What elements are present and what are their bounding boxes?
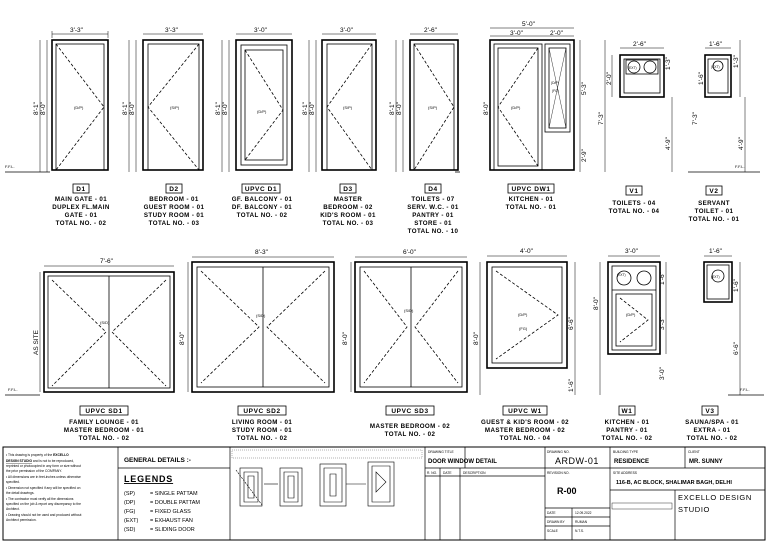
drawing-title-label: DRAWING TITLE [428, 450, 454, 454]
svg-text:TOTAL NO. - 02: TOTAL NO. - 02 [601, 435, 653, 442]
d4-caption [407, 196, 459, 235]
sd2-height: 8'-0" [342, 332, 349, 345]
svg-text:TOTAL NO. - 01: TOTAL NO. - 01 [505, 204, 557, 211]
note-4c: Architect. [6, 507, 20, 511]
d4-outer-height: 8'-1" [389, 102, 396, 115]
d1-swing: (D/P) [74, 105, 84, 110]
v2-width: 1'-6" [709, 41, 722, 48]
sd3-caption [370, 423, 450, 438]
svg-text:TOTAL NO. - 01: TOTAL NO. - 01 [688, 216, 740, 223]
site-address-label: SITE ADDRESS [613, 471, 638, 475]
d4-width: 2'-6" [424, 27, 437, 34]
svg-text:TOTAL NO. - 02: TOTAL NO. - 02 [384, 431, 436, 438]
v1-top-dim: 1'-3" [665, 57, 672, 70]
svg-text:TOTAL NO. - 10: TOTAL NO. - 10 [407, 228, 459, 235]
drawn-label: DRAWN BY [547, 520, 565, 524]
note-1b: DESIGN STUDIO and is not to be reproduced, [6, 459, 74, 463]
window-w1 [600, 256, 666, 395]
svg-text:TOILET - 01: TOILET - 01 [694, 208, 734, 215]
v3-top-dim: 1'-6" [733, 279, 740, 292]
sd2-tag: UPVC SD2 [243, 408, 281, 415]
upvc-w1-swing-b: (FG) [519, 326, 528, 331]
svg-text:PANTRY - 01: PANTRY - 01 [606, 427, 648, 434]
d3-tag: D3 [343, 186, 353, 193]
svg-text:TOILETS - 07: TOILETS - 07 [411, 196, 455, 203]
section-details-sketch [232, 450, 422, 506]
v1-height: 2'-0" [606, 72, 613, 85]
door-upvc-d1 [222, 34, 292, 172]
note-3b: the detail drawings. [6, 491, 35, 495]
note-3a: • Dimension not specified if any will be specified on [6, 486, 81, 490]
svg-text:TOTAL NO. - 02: TOTAL NO. - 02 [78, 435, 130, 442]
d2-swing: (S/P) [170, 105, 180, 110]
v3-sill: 6'-6" [733, 342, 740, 355]
v3-width: 1'-6" [709, 248, 722, 255]
d4-height: 8'-0" [396, 102, 403, 115]
firm-name: EXCELLO DESIGN [678, 493, 752, 502]
d2-tag: D2 [169, 186, 179, 193]
ffl-label-1: F.F.L. [5, 164, 15, 169]
sd2-caption [232, 419, 293, 442]
d3-caption [320, 196, 376, 227]
title-block [3, 447, 765, 540]
upvc-dw1-width-a: 3'-0" [510, 30, 523, 37]
sd2-swing: (S/D) [256, 313, 266, 318]
upvc-w1-tag: UPVC W1 [508, 408, 542, 415]
svg-text:= DOUBLE PATTAM: = DOUBLE PATTAM [150, 500, 200, 506]
svg-text:(DP): (DP) [124, 500, 136, 506]
svg-text:FAMILY LOUNGE - 01: FAMILY LOUNGE - 01 [69, 419, 139, 426]
w1-mid-dim: 3'-3" [659, 317, 666, 330]
upvc-w1-swing: (D/P) [518, 312, 528, 317]
w1-sill: 3'-0" [659, 367, 666, 380]
upvc-dw1-caption [506, 196, 557, 211]
firm-name-2: STUDIO [678, 505, 710, 514]
v1-width: 2'-6" [633, 41, 646, 48]
upvc-d1-tag: UPVC D1 [244, 186, 278, 193]
svg-text:MAIN GATE - 01: MAIN GATE - 01 [54, 196, 108, 203]
d2-outer-height: 8'-1" [122, 102, 129, 115]
ventilator-v1 [605, 40, 672, 172]
svg-text:= EXHAUST FAN: = EXHAUST FAN [150, 518, 193, 524]
svg-text:STUDY ROOM - 01: STUDY ROOM - 01 [143, 212, 205, 219]
svg-text:TOILETS - 04: TOILETS - 04 [612, 200, 656, 207]
v2-head: 7'-3" [692, 112, 699, 125]
svg-text:STORE - 01: STORE - 01 [414, 220, 452, 227]
svg-text:STUDY ROOM - 01: STUDY ROOM - 01 [231, 427, 293, 434]
note-2a: • All dimensions are in feet-inches unless otherwise [6, 475, 81, 479]
svg-text:GF. BALCONY - 01: GF. BALCONY - 01 [231, 196, 293, 203]
rev-col-desc: DESCRIPTION [463, 471, 486, 475]
sd3-width: 6'-0" [403, 249, 416, 256]
svg-text:MASTER BEDROOM - 01: MASTER BEDROOM - 01 [63, 427, 145, 434]
svg-text:(FG): (FG) [124, 509, 136, 515]
upvc-d1-width: 3'-0" [254, 27, 267, 34]
ventilator-v3 [704, 256, 740, 395]
door-d2 [129, 34, 203, 172]
svg-text:DUPLEX FL.MAIN: DUPLEX FL.MAIN [52, 204, 110, 211]
svg-text:GUEST & KID'S ROOM - 02: GUEST & KID'S ROOM - 02 [480, 419, 570, 426]
ffl-label-3: F.F.L. [8, 387, 18, 392]
sliding-door-upvc-sd3 [351, 257, 467, 392]
v2-tag: V2 [709, 188, 719, 195]
note-4b: specified on the job & report any discrepancy to the [6, 502, 81, 506]
sliding-door-upvc-sd2 [188, 257, 334, 392]
sd1-height: 8'-0" [179, 332, 186, 345]
sd1-width: 7'-6" [100, 258, 113, 265]
v2-height: 1'-6" [698, 72, 705, 85]
client-label: CLIENT [688, 450, 700, 454]
row-1-labels [5, 21, 745, 235]
d3-width: 3'-0" [340, 27, 353, 34]
svg-text:BEDROOM - 01: BEDROOM - 01 [149, 196, 199, 203]
d2-caption [144, 196, 205, 227]
svg-text:LIVING ROOM - 01: LIVING ROOM - 01 [231, 419, 293, 426]
rev-col-date: DATE [443, 471, 452, 475]
d1-outer-height: 8'-1" [33, 102, 40, 115]
firm-logo-strip [612, 503, 672, 509]
note-5a: • Drawing should not be used and produced without [6, 513, 82, 517]
v2-top-dim: 1'-3" [733, 55, 740, 68]
ffl-label-2: F.F.L. [735, 164, 745, 169]
drawing-no: ARDW-01 [555, 456, 599, 466]
note-1c: reprinted or photocopied in any form or size without [6, 464, 81, 468]
svg-text:TOTAL NO. - 03: TOTAL NO. - 03 [322, 220, 374, 227]
row-2 [5, 256, 764, 415]
scale-value: N.T.S. [575, 529, 584, 533]
v2-swing: (EXT) [711, 65, 720, 69]
sd1-caption [64, 419, 144, 442]
drawn-value: RUMAN [575, 520, 588, 524]
v3-tag: V3 [705, 408, 715, 415]
w1-head: 8'-0" [593, 297, 600, 310]
w1-caption [602, 419, 653, 442]
svg-text:TOTAL NO. - 03: TOTAL NO. - 03 [148, 220, 200, 227]
v1-sill-dim: 4'-9" [665, 137, 672, 150]
d1-caption [52, 196, 110, 227]
d2-width: 3'-3" [165, 27, 178, 34]
svg-text:= SLIDING DOOR: = SLIDING DOOR [150, 527, 195, 533]
row-1 [5, 28, 760, 195]
note-2b: specified. [6, 480, 20, 484]
d3-outer-height: 8'-1" [302, 102, 309, 115]
v3-caption [685, 419, 739, 442]
general-details-heading: GENERAL DETAILS :- [124, 457, 191, 464]
upvc-d1-swing: (D/P) [257, 109, 267, 114]
svg-text:KITCHEN - 01: KITCHEN - 01 [508, 196, 554, 203]
v1-tag: V1 [629, 188, 639, 195]
svg-text:EXTRA - 01: EXTRA - 01 [693, 427, 731, 434]
svg-text:(SP): (SP) [124, 491, 135, 497]
upvc-dw1-width: 5'-0" [522, 21, 535, 28]
upvc-w1-height: 6'-6" [568, 317, 575, 330]
sd3-height: 8'-0" [473, 332, 480, 345]
sd1-tag: UPVC SD1 [85, 408, 123, 415]
door-window-upvc-dw1 [490, 28, 580, 172]
revision-label: REVISION NO. [547, 471, 570, 475]
sd2-width: 8'-3" [255, 249, 268, 256]
w1-tag: W1 [621, 408, 633, 415]
d4-tag: D4 [428, 186, 438, 193]
ventilator-v2 [688, 40, 760, 172]
rev-col-rno: R. NO. [427, 471, 438, 475]
d2-height: 8'-0" [129, 102, 136, 115]
upvc-dw1-tag: UPVC DW1 [511, 186, 551, 193]
drawing-no-label: DRAWING NO. [547, 450, 570, 454]
note-5b: Architect permission. [6, 518, 37, 522]
revision-no: R-00 [557, 486, 577, 496]
svg-text:KID'S ROOM - 01: KID'S ROOM - 01 [320, 212, 376, 219]
w1-top-dim: 1'-6" [659, 272, 666, 285]
drawing-title: DOOR WINDOW DETAIL [428, 459, 497, 465]
upvc-dw1-swing: (D/P) [511, 105, 521, 110]
client-name: MR. SUNNY [689, 459, 723, 465]
ffl-label-4: F.F.L. [740, 387, 750, 392]
svg-text:DF. BALCONY - 01: DF. BALCONY - 01 [231, 204, 293, 211]
svg-text:PANTRY - 01: PANTRY - 01 [412, 212, 454, 219]
building-type: RESIDENCE [614, 459, 650, 465]
d1-tag: D1 [76, 186, 86, 193]
v2-caption [689, 200, 740, 223]
d1-width: 3'-3" [70, 27, 83, 34]
note-4a: • The contractor must verify all the dimensions [6, 497, 74, 501]
v1-head: 7'-3" [598, 112, 605, 125]
svg-text:GUEST ROOM - 01: GUEST ROOM - 01 [143, 204, 205, 211]
w1-swing: (EXT) [617, 273, 626, 277]
svg-text:GATE - 01: GATE - 01 [64, 212, 98, 219]
w1-width: 3'-0" [625, 248, 638, 255]
w1-swing-b: (D/P) [626, 312, 636, 317]
date-label: DATE [547, 511, 556, 515]
upvc-d1-outer-height: 8'-1" [215, 102, 222, 115]
sd3-tag: UPVC SD3 [391, 408, 429, 415]
v3-swing: (EXT) [711, 275, 720, 279]
door-d4 [396, 34, 458, 172]
d3-height: 8'-0" [309, 102, 316, 115]
upvc-w1-width: 4'-0" [520, 248, 533, 255]
scale-label: SCALE [547, 529, 558, 533]
d1-height: 8'-0" [40, 102, 47, 115]
v2-sill-dim: 4'-9" [738, 137, 745, 150]
row-2-labels [8, 248, 750, 442]
svg-text:KITCHEN - 01: KITCHEN - 01 [604, 419, 650, 426]
svg-text:TOTAL NO. - 02: TOTAL NO. - 02 [55, 220, 107, 227]
svg-text:TOTAL NO. - 04: TOTAL NO. - 04 [608, 208, 660, 215]
svg-text:SAUNA/SPA - 01: SAUNA/SPA - 01 [685, 419, 739, 426]
sliding-door-upvc-sd1 [40, 266, 174, 392]
note-1a: • This drawing is property of the EXCELLO [6, 453, 69, 457]
svg-text:MASTER: MASTER [333, 196, 363, 203]
svg-text:SERV. W.C. - 01: SERV. W.C. - 01 [407, 204, 459, 211]
sd1-side-label: AS SITE [33, 330, 40, 355]
upvc-w1-sill: 1'-6" [568, 379, 575, 392]
svg-text:TOTAL NO. - 02: TOTAL NO. - 02 [236, 212, 288, 219]
upvc-dw1-width-b: 2'-0" [550, 30, 563, 37]
svg-text:(SD): (SD) [124, 527, 136, 533]
svg-text:MASTER BEDROOM - 02: MASTER BEDROOM - 02 [369, 423, 451, 430]
door-d3 [309, 34, 376, 172]
svg-text:MASTER BEDROOM - 02: MASTER BEDROOM - 02 [484, 427, 566, 434]
svg-text:(EXT): (EXT) [124, 518, 139, 524]
building-type-label: BUILDING TYPE [613, 450, 639, 454]
upvc-dw1-sill: 2'-9" [581, 149, 588, 162]
d3-swing: (S/P) [343, 105, 353, 110]
legend-list [124, 491, 200, 533]
door-d1 [40, 31, 108, 172]
d4-swing: (S/P) [428, 105, 438, 110]
upvc-dw1-swing-c: (FG) [552, 89, 559, 93]
sd3-swing: (S/D) [404, 308, 414, 313]
sd1-swing: (S/D) [100, 320, 110, 325]
upvc-w1-caption [481, 419, 569, 442]
svg-text:TOTAL NO. - 02: TOTAL NO. - 02 [686, 435, 738, 442]
upvc-dw1-outer-height: 5'-3" [581, 82, 588, 95]
site-address: 116-B, AC BLOCK, SHALIMAR BAGH, DELHI [616, 480, 732, 486]
svg-text:= SINGLE PATTAM: = SINGLE PATTAM [150, 491, 198, 497]
upvc-dw1-height: 8'-0" [483, 102, 490, 115]
window-upvc-w1 [480, 256, 575, 395]
upvc-d1-caption [232, 196, 293, 219]
legends-heading: LEGENDS [124, 474, 174, 484]
upvc-d1-height: 8'-0" [222, 102, 229, 115]
date-value: 12.09.2022 [575, 511, 592, 515]
svg-text:BEDROOM - 02: BEDROOM - 02 [323, 204, 373, 211]
note-1d: the prior permission of the COMPANY. [6, 469, 62, 473]
svg-text:TOTAL NO. - 04: TOTAL NO. - 04 [499, 435, 551, 442]
svg-text:= FIXED GLASS: = FIXED GLASS [150, 509, 191, 515]
v1-caption [609, 200, 660, 215]
svg-text:SERVANT: SERVANT [698, 200, 730, 207]
upvc-dw1-swing-b: (D/P) [551, 81, 559, 85]
v1-swing: (EXT) [628, 66, 637, 70]
svg-text:TOTAL NO. - 02: TOTAL NO. - 02 [236, 435, 288, 442]
